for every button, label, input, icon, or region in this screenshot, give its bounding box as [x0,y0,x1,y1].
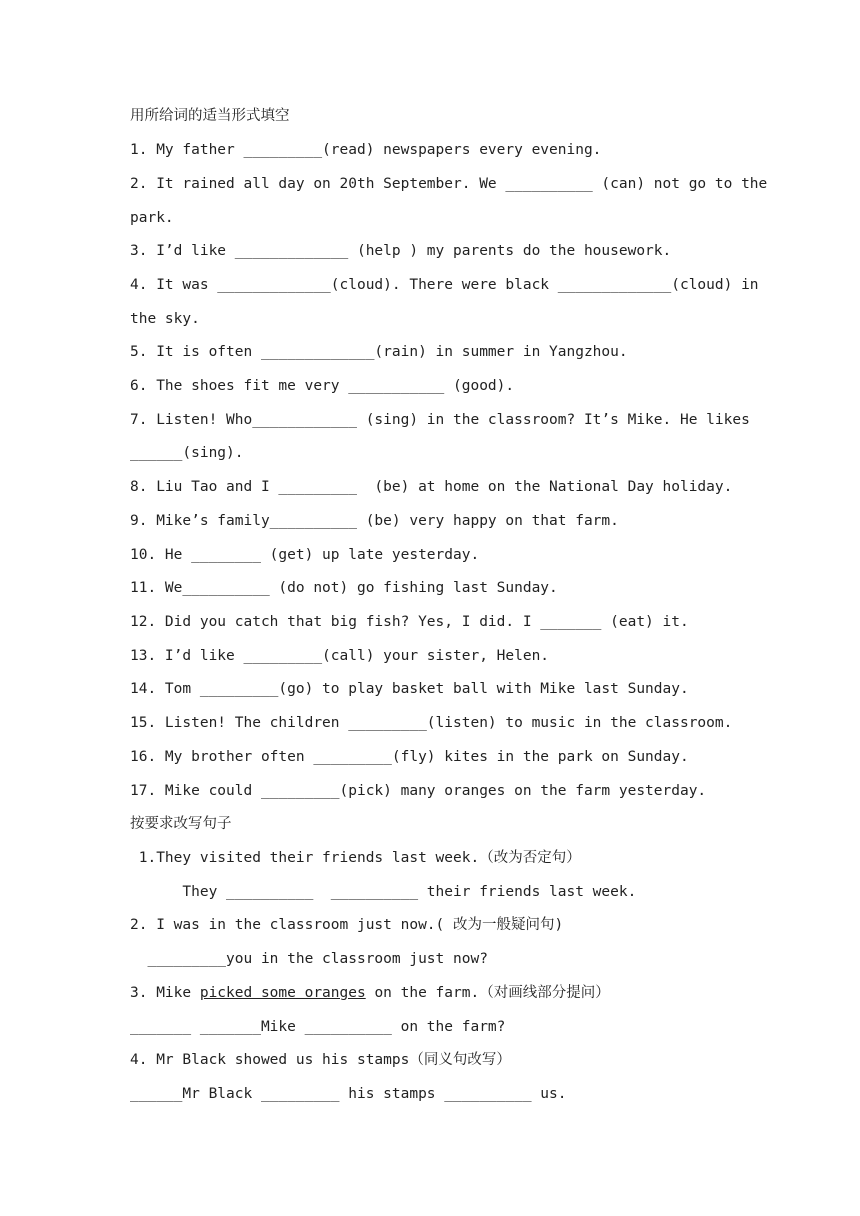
question-4-line2: the sky. [130,311,200,327]
question-2-line1: 2. It rained all day on 20th September. We __________ (can) not go to the [130,176,768,192]
question-13: 13. I’d like _________(call) your sister, Helen. [130,648,550,664]
question-15: 15. Listen! The children _________(listen) to music in the classroom. [130,715,733,731]
question-10: 10. He ________ (get) up late yesterday. [130,547,480,563]
rewrite-4-answer: ______Mr Black _________ his stamps __________ us. [130,1086,567,1102]
rewrite-3-underlined: picked some oranges [199,985,366,1001]
section-heading-fill-blanks: 用所给词的适当形式填空 [130,108,290,124]
question-5: 5. It is often _____________(rain) in summer in Yangzhou. [130,344,628,360]
rewrite-1-answer: They __________ __________ their friends last week. [130,884,637,900]
question-8: 8. Liu Tao and I _________ (be) at home on the National Day holiday. [130,479,733,495]
section-heading-rewrite: 按要求改写句子 [130,816,232,832]
question-11: 11. We__________ (do not) go fishing last Sunday. [130,580,558,596]
question-16: 16. My brother often _________(fly) kites in the park on Sunday. [130,749,689,765]
question-7-line1: 7. Listen! Who____________ (sing) in the classroom? It’s Mike. He likes [130,412,750,428]
question-9: 9. Mike’s family__________ (be) very happy on that farm. [130,513,619,529]
rewrite-2: 2. I was in the classroom just now.( 改为一般疑问句) [130,917,564,933]
question-12: 12. Did you catch that big fish? Yes, I did. I _______ (eat) it. [130,614,689,630]
rewrite-3-prefix: 3. Mike [130,985,200,1001]
question-1: 1. My father _________(read) newspapers every evening. [130,142,602,158]
rewrite-3-answer: _______ _______Mike __________ on the farm? [130,1019,506,1035]
question-7-line2: ______(sing). [130,445,244,461]
question-3: 3. I’d like _____________ (help ) my parents do the housework. [130,243,672,259]
question-6: 6. The shoes fit me very ___________ (good). [130,378,515,394]
question-14: 14. Tom _________(go) to play basket ball with Mike last Sunday. [130,681,689,697]
rewrite-4: 4. Mr Black showed us his stamps（同义句改写） [130,1052,511,1068]
question-17: 17. Mike could _________(pick) many oranges on the farm yesterday. [130,783,707,799]
rewrite-3 [130,983,610,1003]
question-2-line2: park. [130,210,174,226]
question-4-line1: 4. It was _____________(cloud). There were black _____________(cloud) in [130,277,759,293]
rewrite-2-answer: _________you in the classroom just now? [130,951,488,967]
rewrite-1: 1.They visited their friends last week.（改为否定句） [130,850,581,866]
rewrite-3-suffix: on the farm.（对画线部分提问） [365,985,610,1001]
